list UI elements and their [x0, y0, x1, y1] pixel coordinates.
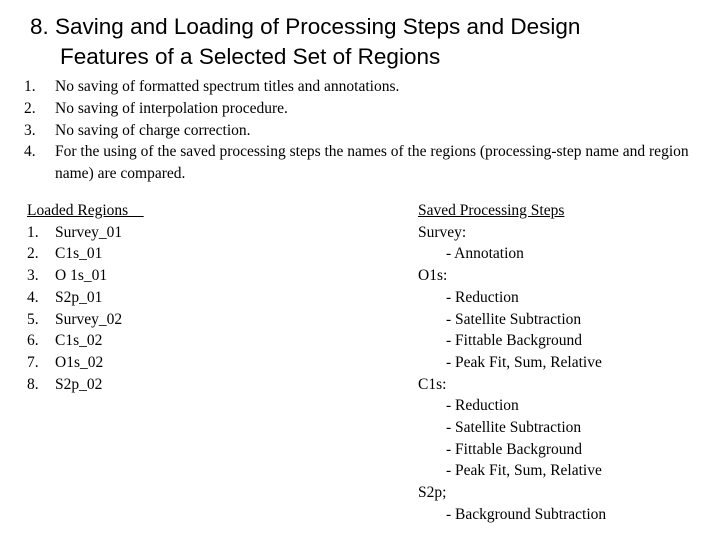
title-line-1: 8. Saving and Loading of Processing Steps and Design — [30, 14, 581, 39]
title-line-2: Features of a Selected Set of Regions — [60, 44, 441, 69]
region-name: C1s_01 — [55, 245, 103, 263]
region-item — [27, 309, 357, 331]
note-item — [24, 98, 704, 120]
step-item: - Peak Fit, Sum, Relative — [446, 353, 602, 371]
step-group-label-c1s: C1s: — [418, 375, 447, 393]
region-number: 6. — [27, 332, 39, 350]
region-item — [27, 374, 357, 396]
note-text: No saving of charge correction. — [55, 121, 251, 139]
region-name: S2p_02 — [55, 375, 103, 393]
region-number: 4. — [27, 288, 39, 306]
region-name: S2p_01 — [55, 288, 103, 306]
saved-steps-heading: Saved Processing Steps — [418, 202, 565, 219]
slide-title — [30, 12, 700, 72]
note-number: 1. — [24, 78, 36, 95]
region-number: 7. — [27, 353, 39, 371]
step-group-label-o1s: O1s: — [418, 267, 448, 285]
region-number: 1. — [27, 223, 39, 241]
region-name: O1s_02 — [55, 353, 104, 371]
step-item: - Satellite Subtraction — [446, 310, 582, 328]
region-item — [27, 352, 357, 374]
note-number: 3. — [24, 121, 36, 139]
step-group-label-s2p: S2p; — [418, 484, 447, 502]
step-item: - Satellite Subtraction — [446, 419, 582, 437]
loaded-regions-heading: Loaded Regions — [27, 202, 144, 219]
step-item: - Background Subtraction — [446, 505, 607, 523]
region-item — [27, 222, 357, 244]
region-number: 8. — [27, 375, 39, 393]
step-item: - Reduction — [446, 288, 519, 306]
region-name: O 1s_01 — [55, 267, 108, 285]
region-name: Survey_02 — [55, 310, 123, 328]
note-number: 4. — [24, 143, 36, 161]
saved-steps-column — [418, 200, 708, 526]
step-item: - Fittable Background — [446, 332, 583, 350]
note-number: 2. — [24, 99, 36, 117]
step-item: - Reduction — [446, 397, 519, 415]
notes-list — [24, 76, 704, 185]
region-number: 5. — [27, 310, 39, 328]
region-item — [27, 287, 357, 309]
step-group-label-survey: Survey: — [418, 223, 467, 241]
loaded-regions-column — [27, 200, 357, 395]
note-item — [24, 76, 704, 98]
region-number: 3. — [27, 267, 39, 285]
note-text: For the using of the saved processing steps the names of the regions (processing-step name and region name) are compared. — [55, 143, 689, 183]
note-item — [24, 141, 704, 185]
region-item — [27, 243, 357, 265]
region-name: Survey_01 — [55, 223, 123, 241]
step-item: - Peak Fit, Sum, Relative — [446, 462, 602, 480]
loaded-regions-list — [27, 222, 357, 396]
note-item — [24, 120, 704, 142]
note-text: No saving of formatted spectrum titles and annotations. — [55, 78, 400, 95]
step-item: - Annotation — [446, 245, 524, 263]
region-item — [27, 265, 357, 287]
step-item: - Fittable Background — [446, 440, 583, 458]
region-number: 2. — [27, 245, 39, 263]
note-text: No saving of interpolation procedure. — [55, 99, 288, 117]
region-name: C1s_02 — [55, 332, 103, 350]
region-item — [27, 330, 357, 352]
